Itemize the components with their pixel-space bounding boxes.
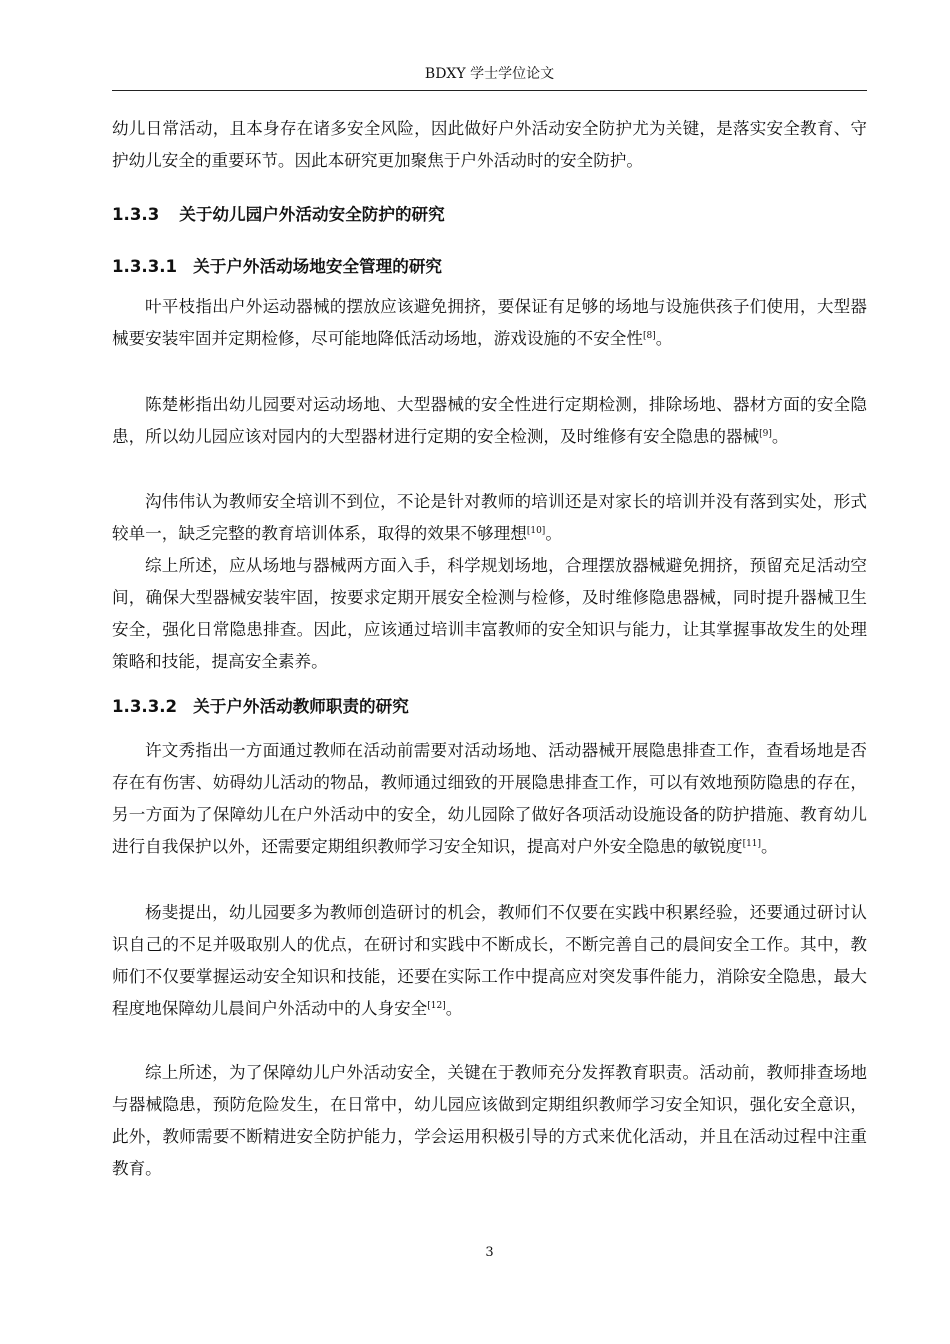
citation-ref: [10] (526, 526, 546, 536)
paragraph-text: 许文秀指出一方面通过教师在活动前需要对活动场地、活动器械开展隐患排查工作，查看场地是否存在有伤害、妨碍幼儿活动的物品，教师通过细致的开展隐患排查工作，可以有效地预防隐患的存在，另一方面为了保障幼儿在户外活动中的安全，幼儿园除了做好各项活动设施设备的防护措施、教育幼儿进行自我保护以外，还需要定期组织教师学习安全知识，提高对户外安全隐患的敏锐度 (112, 741, 867, 856)
paragraph-text: 陈楚彬指出幼儿园要对运动场地、大型器械的安全性进行定期检测，排除场地、器材方面的安全隐患，所以幼儿园应该对园内的大型器材进行定期的安全检测，及时维修有安全隐患的器械 (112, 395, 867, 446)
header-rule (112, 90, 867, 91)
paragraph-tail: 。 (761, 837, 778, 856)
paragraph-tail: 。 (655, 329, 673, 348)
section-title: 关于幼儿园户外活动安全防护的研究 (179, 205, 445, 224)
citation-ref: [12] (427, 1001, 446, 1011)
section-title: 关于户外活动教师职责的研究 (193, 697, 409, 716)
paragraph-xu-wenxiu (112, 735, 867, 863)
section-number: 1.3.3 (112, 205, 160, 224)
page-number: 3 (485, 1245, 494, 1260)
running-header: BDXY 学士学位论文 (424, 66, 555, 82)
paragraph-text: 沟伟伟认为教师安全培训不到位，不论是针对教师的培训还是对家长的培训并没有落到实处，形式较单一，缺乏完整的教育培训体系，取得的效果不够理想 (112, 492, 867, 543)
paragraph-chen-chubin (112, 389, 867, 453)
paragraph-tail: 。 (445, 999, 463, 1018)
paragraph-text: 杨斐提出，幼儿园要多为教师创造研讨的机会，教师们不仅要在实践中积累经验，还要通过研讨认识自己的不足并吸取别人的优点，在研讨和实践中不断成长，不断完善自己的晨间安全工作。其中，教师们不仅要掌握运动安全知识和技能，还要在实际工作中提高应对突发事件能力，消除安全隐患，最大程度地保障幼儿晨间户外活动中的人身安全 (112, 903, 867, 1018)
paragraph-tail: 。 (771, 427, 789, 446)
section-number: 1.3.3.2 (112, 697, 178, 716)
section-heading-1-3-3-1 (112, 251, 867, 283)
paragraph-tail: 。 (545, 524, 562, 543)
citation-ref: [9] (759, 429, 772, 439)
paragraph-text: 叶平枝指出户外运动器械的摆放应该避免拥挤，要保证有足够的场地与设施供孩子们使用，大型器械要安装牢固并定期检修，尽可能地降低活动场地，游戏设施的不安全性 (112, 297, 867, 348)
citation-ref: [8] (643, 331, 656, 341)
paragraph-yang-fei (112, 897, 867, 1025)
paragraph-summary-1: 综上所述，应从场地与器械两方面入手，科学规划场地，合理摆放器械避免拥挤，预留充足活动空间，确保大型器械安装牢固，按要求定期开展安全检测与检修，及时维修隐患器械，同时提升器械卫生安全，强化日常隐患排查。因此，应该通过培训丰富教师的安全知识与能力，让其掌握事故发生的处理策略和技能，提高安全素养。 (112, 556, 867, 671)
citation-ref: [11] (742, 839, 762, 849)
section-title: 关于户外活动场地安全管理的研究 (193, 257, 443, 276)
section-heading-1-3-3 (112, 199, 867, 231)
paragraph-summary-2: 综上所述，为了保障幼儿户外活动安全，关键在于教师充分发挥教育职责。活动前，教师排查场地与器械隐患，预防危险发生，在日常中，幼儿园应该做到定期组织教师学习安全知识，强化安全意识，此外，教师需要不断精进安全防护能力，学会运用积极引导的方式来优化活动，并且在活动过程中注重教育。 (112, 1063, 867, 1178)
paragraph-gou-weiwei (112, 486, 867, 550)
continuation-paragraph: 幼儿日常活动，且本身存在诸多安全风险，因此做好户外活动安全防护尤为关键，是落实安全教育、守护幼儿安全的重要环节。因此本研究更加聚焦于户外活动时的安全防护。 (112, 119, 867, 170)
section-heading-1-3-3-2 (112, 691, 867, 723)
section-number: 1.3.3.1 (112, 257, 178, 276)
paragraph-ye-pingzhi (112, 291, 867, 355)
